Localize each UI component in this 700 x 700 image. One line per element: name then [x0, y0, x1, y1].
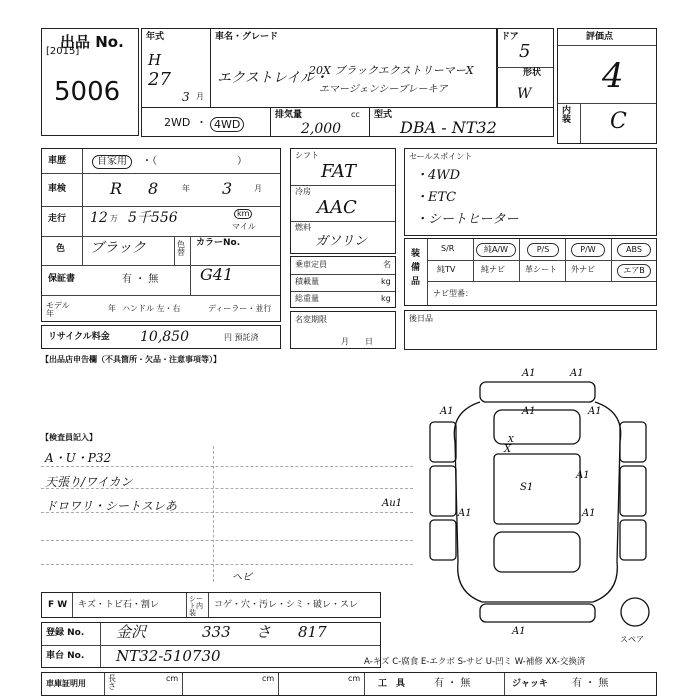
inspector-line-1: A・U・P32	[45, 451, 112, 465]
lot-label: 出品 No.	[60, 33, 124, 51]
fw-seat: シート内装	[189, 595, 203, 617]
type-label: 型式	[374, 110, 393, 120]
mark-9: Au1	[382, 498, 403, 509]
ac-value: AAC	[317, 197, 357, 218]
weight-label: 総重量	[295, 294, 319, 303]
cert-long: 長さ	[108, 674, 116, 691]
drive-2wd: 2WD	[164, 116, 191, 129]
model-label: モデル年	[46, 301, 70, 318]
sales-item-3: ・シートヒーター	[415, 212, 519, 227]
reg-label: 登録 No.	[46, 628, 85, 638]
reg-kana: さ	[256, 623, 272, 641]
warranty-opts: 有 ・ 無	[122, 274, 159, 285]
mileage-value: 5千556	[128, 210, 178, 226]
equip-navi: 純ナビ	[481, 265, 505, 274]
cert-cm-3: cm	[348, 674, 361, 683]
equip-sr: S/R	[441, 244, 455, 253]
color-sub: 色替	[177, 240, 185, 257]
fw-items2: コゲ・穴・汚レ・シミ・破レ・スレ	[214, 600, 359, 610]
mark-1: A1	[522, 368, 536, 379]
spare-label: スペア	[620, 635, 644, 644]
notes-label: 【出品店申告欄（不具箇所・欠品・注意事項等）】	[41, 355, 221, 364]
mileage-mile: マイル	[232, 222, 256, 231]
bottom-row	[41, 672, 657, 696]
shape-label: 形状	[523, 68, 542, 78]
capacity-label: 乗車定員	[295, 260, 327, 269]
model-year-month: 3	[182, 90, 190, 104]
weight-unit: kg	[381, 294, 391, 303]
inspector-label: 【検査員記入】	[41, 433, 97, 442]
reg-num: 817	[298, 623, 327, 641]
mark-12: A1	[582, 508, 596, 519]
equip-abs: ABS	[617, 243, 651, 257]
inspection-label: 車検	[48, 184, 67, 194]
mark-13: A1	[512, 626, 526, 637]
fw-row	[41, 572, 381, 618]
jack-value: 有 ・ 無	[572, 678, 609, 689]
tools-value: 有 ・ 無	[434, 678, 471, 689]
recycle-label: リサイクル料金	[48, 332, 110, 342]
mileage-unit: km	[234, 209, 252, 219]
load-unit: kg	[381, 277, 391, 286]
sales-box	[404, 148, 657, 236]
doors-value: 5	[519, 41, 531, 62]
equip-pw: P/W	[571, 243, 605, 257]
car-grade2: エマージェンシーブレーキア	[319, 84, 448, 95]
sales-item-1: ・4WD	[415, 168, 461, 183]
chassis-value: NT32-510730	[116, 647, 221, 665]
capacity-box	[290, 256, 396, 308]
drive-dot: ・	[196, 116, 207, 129]
equip-extnavi: 外ナビ	[571, 265, 595, 274]
doors-label: ドア	[501, 32, 519, 42]
history-label: 車歴	[48, 156, 67, 166]
reg-box	[41, 622, 381, 668]
cert-cm-1: cm	[166, 674, 179, 683]
model-year-year: 27	[148, 69, 171, 90]
load-label: 積載量	[295, 277, 319, 286]
recycle-box	[41, 325, 281, 349]
colorno-label: カラーNo.	[196, 238, 241, 248]
type-box	[369, 107, 554, 137]
type-value: DBA - NT32	[400, 118, 497, 137]
model-year-box	[141, 28, 211, 108]
drive-4wd: 4WD	[210, 117, 244, 132]
model-year-unit: 年	[108, 304, 116, 313]
history-private: 自家用	[92, 155, 132, 169]
fw-items: キズ・トビ石・割レ	[78, 600, 159, 610]
color-label: 色	[56, 244, 66, 254]
equip-leather: 革シート	[525, 265, 557, 274]
name-change-unit: 月 日	[341, 337, 373, 346]
mark-6: A1	[440, 406, 454, 417]
lot-box	[41, 28, 139, 136]
equip-tv: 純TV	[437, 265, 456, 274]
sales-item-2: ・ETC	[415, 190, 457, 205]
interior-value: C	[610, 109, 627, 134]
model-year-month-unit: 月	[196, 92, 204, 101]
history-rest: ・（ ）	[142, 156, 247, 167]
reg-class: 333	[202, 623, 231, 641]
doors-box	[496, 28, 554, 108]
shift-box	[290, 148, 396, 254]
tools-label: 工 具	[378, 679, 406, 689]
recycle-unit: 円 預託済	[224, 333, 259, 342]
color-value: ブラック	[90, 240, 146, 256]
displacement-box	[270, 107, 370, 137]
postfit-box	[404, 310, 657, 350]
model-dealer: ディーラー・並行	[208, 304, 272, 313]
equip-label: 装備品	[411, 249, 421, 287]
car-name: エクストレイル・	[217, 70, 329, 86]
mark-11: X	[508, 435, 514, 444]
mileage-man-unit: 万	[110, 214, 118, 223]
colorno-value: G41	[200, 265, 234, 284]
fuel-label: 燃料	[295, 223, 311, 232]
lot-number: 5006	[54, 77, 121, 107]
equip-airbag: エアB	[617, 264, 651, 278]
spec-table	[41, 148, 281, 322]
equip-aw: 純A/W	[476, 243, 516, 257]
score-label: 評価点	[586, 32, 614, 42]
inspection-year: 8	[148, 179, 159, 198]
cert-cm-2: cm	[262, 674, 275, 683]
mark-5: S1	[520, 482, 534, 493]
sales-label: セールスポイント	[409, 152, 473, 161]
inspection-month: 3	[222, 179, 233, 198]
chassis-label: 車台 No.	[46, 651, 85, 661]
postfit-label: 後日品	[409, 314, 433, 323]
inspection-era: R	[110, 179, 123, 198]
jack-label: ジャッキ	[512, 679, 548, 689]
inspector-line-2: 天張り/ワイカン	[45, 475, 133, 489]
inspection-year-unit: 年	[182, 184, 190, 193]
fw-label: F W	[48, 600, 68, 610]
mark-3: X	[504, 444, 512, 455]
inspection-month-unit: 月	[254, 184, 262, 193]
car-grade: 20X ブラックエクストリーマーX	[309, 64, 474, 77]
car-name-box	[210, 28, 498, 108]
recycle-value: 10,850	[140, 329, 189, 345]
car-name-label: 車名・グレード	[215, 32, 279, 42]
shift-label: シフト	[295, 151, 319, 160]
reg-area: 金沢	[116, 623, 147, 641]
equip-navi-model: ナビ型番：	[433, 289, 473, 298]
inspector-line-3: ドロワリ・シートスレあ	[45, 499, 177, 513]
model-handle: ハンドル 左・右	[122, 304, 181, 313]
mark-10: A1	[576, 470, 590, 481]
mark-4: A1	[522, 406, 536, 417]
cert-label: 車庫証明用	[46, 679, 86, 688]
mileage-man: 12	[90, 210, 108, 226]
equip-ps: P/S	[527, 243, 559, 257]
mark-2: A1	[570, 368, 584, 379]
inspector-area	[41, 432, 413, 582]
capacity-unit: 名	[383, 260, 391, 269]
lot-year-tag: [2015]	[46, 46, 80, 57]
drive-box	[141, 107, 271, 137]
warranty-label: 保証書	[48, 274, 76, 284]
score-box	[557, 28, 657, 144]
mark-8: A1	[458, 508, 472, 519]
ac-label: 冷房	[295, 187, 311, 196]
equip-box	[404, 238, 657, 306]
name-change-box	[290, 311, 396, 349]
displacement-unit: cc	[351, 110, 360, 119]
model-year-era: H	[148, 51, 162, 69]
displacement-value: 2,000	[301, 121, 342, 137]
shape-value: W	[517, 86, 532, 102]
car-damage-diagram	[382, 362, 660, 642]
mark-7: A1	[588, 406, 602, 417]
score-value: 4	[602, 56, 624, 96]
fuel-value: ガソリン	[315, 234, 368, 249]
displacement-label: 排気量	[275, 110, 303, 120]
shift-value: FAT	[321, 161, 356, 182]
name-change-label: 名変期限	[295, 315, 327, 324]
mileage-label: 走行	[48, 214, 67, 224]
fw-note: ヘビ	[232, 572, 252, 583]
model-year-label: 年式	[146, 32, 165, 42]
legend: A-キズ C-腐食 E-エクボ S-サビ U-凹ミ W-補修 XX-交換済	[364, 657, 586, 667]
interior-label: 内装	[562, 106, 572, 125]
